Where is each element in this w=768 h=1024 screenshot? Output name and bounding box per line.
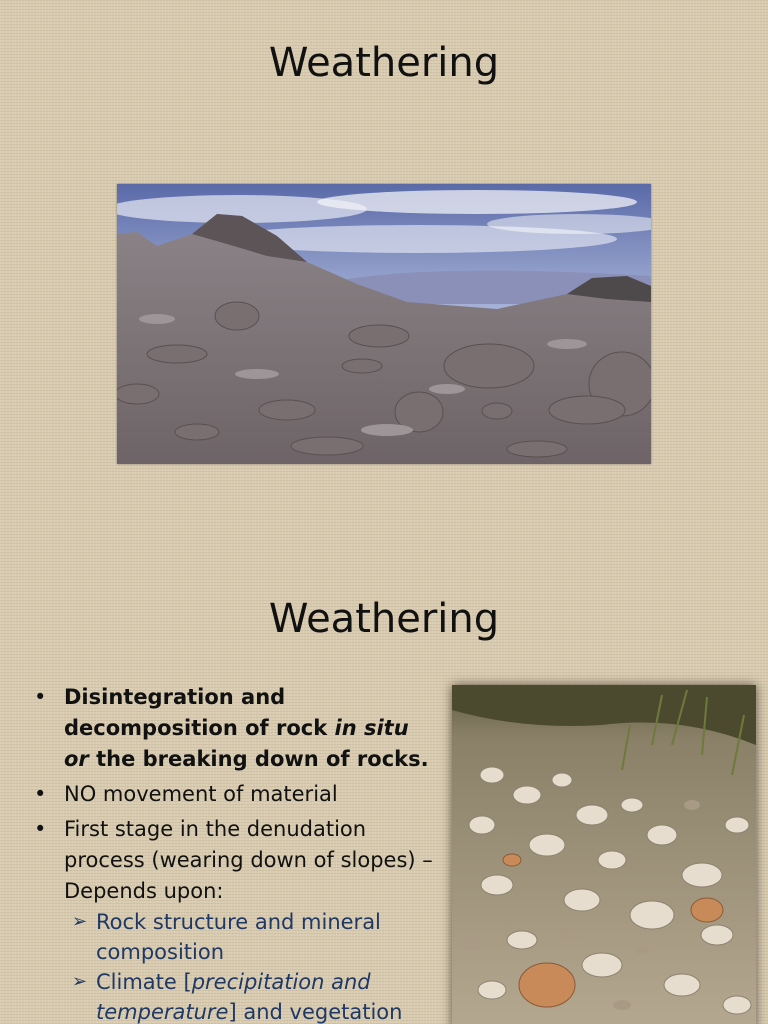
landscape-photo <box>117 184 651 464</box>
bullet-text-part: Disintegration and decomposition of rock <box>64 685 335 740</box>
arrow-bullet-icon: ➢ <box>72 971 88 992</box>
bullet-item <box>34 814 434 1024</box>
sub-bullet-item <box>64 907 434 967</box>
gravel-photo <box>452 685 756 1024</box>
sub-bullet-italic: precipitation and temperature <box>96 970 371 1024</box>
bullet-item <box>34 682 434 775</box>
arrow-bullet-icon: ➢ <box>72 911 88 932</box>
slide-title: Weathering <box>268 596 500 642</box>
bullet-text-italic: in situ or <box>64 716 409 771</box>
bullet-text: NO movement of material <box>64 782 338 806</box>
bullet-list <box>34 682 434 1024</box>
slide-title: Weathering <box>268 40 500 86</box>
bullet-dot-icon: • <box>34 817 47 841</box>
sub-bullet-text: ] and vegetation <box>228 1000 403 1024</box>
slide-2 <box>0 512 768 1024</box>
bullet-dot-icon: • <box>34 782 47 806</box>
bullet-text: First stage in the denudation process (wearing down of slopes) – Depends upon: <box>64 817 433 903</box>
sub-bullet-list <box>64 907 434 1024</box>
sub-bullet-item <box>64 967 434 1024</box>
bullet-text-part: the breaking down of rocks. <box>88 747 429 771</box>
bullet-item <box>34 779 434 810</box>
sub-bullet-text: Climate [ <box>96 970 192 994</box>
sub-bullet-text: Rock structure and mineral composition <box>96 910 381 964</box>
bullet-dot-icon: • <box>34 685 47 709</box>
